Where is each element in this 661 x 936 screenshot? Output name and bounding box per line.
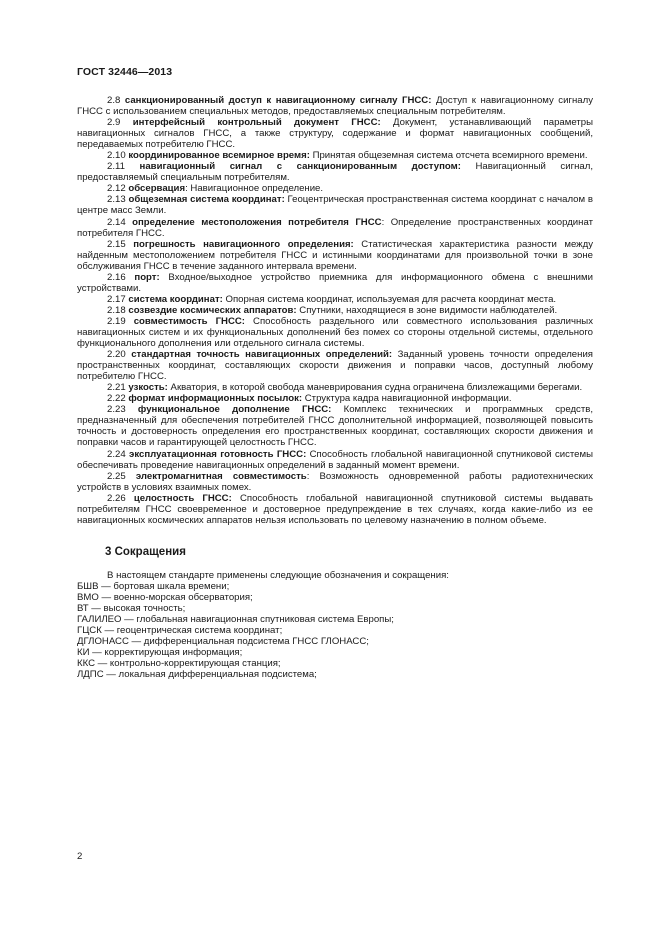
definition-number: 2.14: [107, 216, 126, 228]
definition-number: 2.9: [107, 117, 121, 129]
abbreviations-list: [77, 581, 593, 680]
definition-item: [77, 194, 593, 216]
definition-term: обсервация: [128, 183, 186, 195]
definition-term: порт:: [134, 271, 160, 283]
definition-term: узкость:: [128, 382, 168, 394]
definition-text: Входное/выходное устройство приемника для информационного обмена с внешними устройствами.: [77, 271, 593, 294]
definition-number: 2.11: [107, 161, 125, 173]
abbreviation-item: ДГЛОНАСС — дифференциальная подсистема ГНСС ГЛОНАСС;: [77, 636, 369, 648]
definition-number: 2.15: [107, 238, 126, 250]
definition-number: 2.8: [107, 95, 121, 106]
definition-number: 2.19: [107, 315, 126, 327]
definition-term: совместимость ГНСС:: [133, 315, 246, 327]
definition-text: Способность раздельного или совместного использования различных навигационных систем и их функциональных дополнений без помех со стороны отдельной системы, отдельного функционального дополнения или отдельного сигнала системы.: [77, 315, 593, 350]
definition-term: функциональное дополнение ГНСС:: [137, 404, 332, 416]
definition-term: интерфейсный контрольный документ ГНСС:: [132, 117, 381, 129]
document-body: [77, 95, 593, 680]
abbreviation-item: ГАЛИЛЕО — глобальная навигационная спутниковая система Европы;: [77, 614, 394, 626]
definition-item: [77, 272, 593, 294]
page-number: 2: [77, 851, 83, 862]
definition-text: Способность глобальной навигационной спутниковой системы выдавать потребителям ГНСС своевременное и достоверное предупреждение в тех случаях, когда какие-либо из ее навигационных космических аппаратов нельзя использовать по целевому назначению в полном объеме.: [77, 492, 593, 526]
definition-item: [77, 183, 593, 194]
abbreviation-item: КИ — корректирующая информация;: [77, 647, 243, 659]
definition-term: стандартная точность навигационных определений:: [131, 349, 393, 361]
definition-item: [77, 404, 593, 448]
definition-term: координированное всемирное время:: [128, 150, 310, 162]
definition-number: 2.12: [107, 183, 126, 195]
definition-item: [77, 161, 593, 183]
definition-text: Геоцентрическая пространственная система координат с началом в центре масс Земли.: [77, 194, 593, 217]
definition-term: целостность ГНСС:: [133, 492, 232, 504]
definition-text: Комплекс технических и программных средств, предназначенный для обеспечения потребителей ГНСС дополнительной информацией, позволяющей повысить точность и достоверность определения его пространственных координат, составляющих скорости движения и поправки часов и гарантирующей целостность ГНСС.: [77, 404, 594, 449]
definition-text: Способность глобальной навигационной спутниковой системы обеспечивать проведение навигационных определений в заданный момент времени.: [77, 448, 594, 471]
definition-number: 2.25: [107, 470, 126, 482]
abbreviation-item: БШВ — бортовая шкала времени;: [77, 580, 230, 592]
definition-term: электромагнитная совместимость: [135, 470, 307, 482]
definition-item: [77, 117, 593, 150]
definition-term: погрешность навигационного определения:: [133, 238, 354, 250]
definition-number: 2.16: [107, 271, 126, 283]
section-title: 3 Сокращения: [105, 545, 186, 558]
definition-number: 2.20: [107, 349, 126, 361]
definition-term: формат информационных посылок:: [128, 393, 303, 405]
definition-text: Акватория, в которой свобода маневрирования судна ограничена близлежащими берегами.: [167, 382, 583, 394]
definition-number: 2.23: [107, 404, 126, 416]
definition-text: Опорная система координат, используемая для расчета координат места.: [222, 293, 557, 305]
definition-term: система координат:: [128, 293, 223, 305]
definition-text: Заданный уровень точности определения пространственных координат, составляющих скорости движения и поправки часов, доступный любому потребителю ГНСС.: [77, 349, 593, 383]
definition-text: Статистическая характеристика разности между найденным местоположением потребителя ГНСС и истинными координатами для произвольной точки в зоне обслуживания ГНСС в течение заданного интервала времени.: [77, 238, 593, 272]
definition-text: : Возможность одновременной работы радиотехнических устройств в условиях взаимных помех.: [77, 470, 593, 493]
definition-text: Принятая общеземная система отсчета всемирного времени.: [309, 150, 588, 162]
definition-number: 2.10: [107, 150, 126, 162]
definition-item: [77, 294, 593, 305]
definition-term: навигационный сигнал с санкционированным доступом:: [139, 161, 461, 173]
definition-number: 2.22: [107, 393, 126, 405]
abbreviation-item: ККС — контрольно-корректирующая станция;: [77, 658, 281, 670]
definition-number: 2.24: [107, 448, 126, 460]
definition-text: : Определение пространственных координат потребителя ГНСС.: [77, 216, 593, 239]
definitions-list: [77, 95, 593, 526]
definition-term: определение местоположения потребителя ГНСС: [132, 216, 382, 228]
definition-term: общеземная система координат:: [128, 194, 285, 206]
definition-item: [77, 239, 593, 272]
definition-term: созвездие космических аппаратов:: [128, 304, 297, 316]
section-intro: В настоящем стандарте применены следующие обозначения и сокращения:: [107, 569, 449, 581]
definition-text: Документ, устанавливающий параметры навигационных сигналов ГНСС, а также структуру, содержание и формат навигационных сообщений, передаваемых потребителю ГНСС.: [77, 117, 593, 151]
definition-text: Навигационный сигнал, предоставляемый специальным потребителям.: [77, 161, 593, 184]
definition-item: [77, 382, 593, 393]
abbreviation-item: ВТ — высокая точность;: [77, 602, 186, 614]
definition-item: [77, 349, 593, 382]
definition-number: 2.13: [107, 194, 126, 206]
definition-item: [77, 493, 593, 526]
definition-item: [77, 305, 593, 316]
definition-item: [77, 393, 593, 404]
definition-item: [77, 95, 593, 117]
definition-item: [77, 217, 593, 239]
definition-number: 2.21: [107, 382, 126, 394]
definition-item: [77, 449, 593, 471]
definition-number: 2.17: [107, 293, 126, 305]
definition-item: [77, 316, 593, 349]
definition-item: [77, 471, 593, 493]
definition-text: Спутники, находящиеся в зоне видимости наблюдателей.: [296, 304, 558, 316]
definition-text: Доступ к навигационному сигналу ГНСС с использованием специальных методов, предоставляемых специальным потребителям.: [77, 95, 593, 118]
abbreviation-item: ВМО — военно-морская обсерватория;: [77, 591, 253, 603]
definition-item: [77, 150, 593, 161]
definition-text: Структура кадра навигационной информации.: [302, 393, 512, 405]
definition-number: 2.26: [107, 492, 126, 504]
abbreviation-item: ГЦСК — геоцентрическая система координат;: [77, 625, 283, 637]
definition-term: эксплуатационная готовность ГНСС:: [129, 448, 307, 460]
definition-term: санкционированный доступ к навигационному сигналу ГНСС:: [124, 95, 432, 106]
definition-text: : Навигационное определение.: [185, 183, 324, 195]
document-header: ГОСТ 32446—2013: [77, 66, 173, 78]
abbreviation-item: ЛДПС — локальная дифференциальная подсистема;: [77, 669, 317, 681]
definition-number: 2.18: [107, 304, 126, 316]
